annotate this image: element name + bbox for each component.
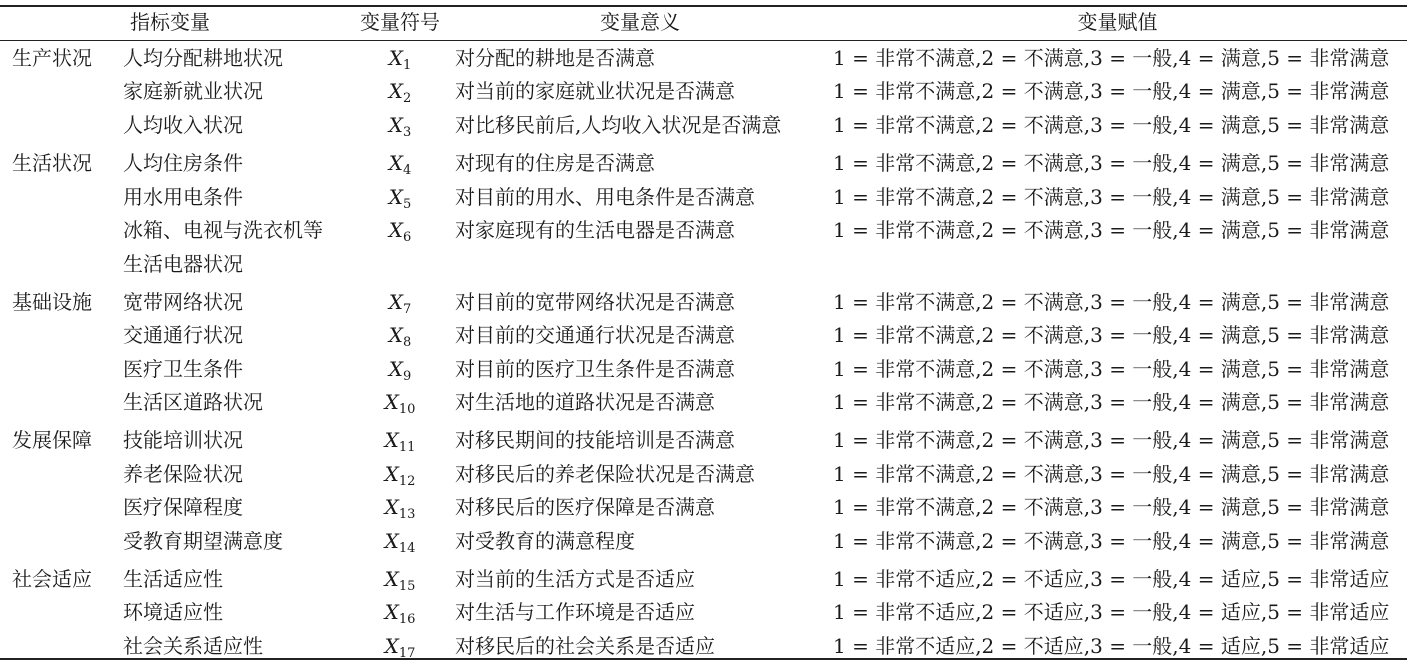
- table-row: [0, 74, 1407, 108]
- meaning-cell: 对家庭现有的生活电器是否满意: [455, 218, 735, 242]
- table-row: [0, 41, 1407, 75]
- symbol-subscript: 9: [402, 369, 412, 384]
- meaning-cell: 对移民期间的技能培训是否满意: [455, 428, 735, 452]
- meaning-cell: 对目前的医疗卫生条件是否满意: [455, 357, 735, 381]
- meaning-cell: 对目前的用水、用电条件是否满意: [455, 185, 755, 209]
- symbol-cell: [345, 385, 455, 427]
- symbol-subscript: 12: [398, 474, 416, 489]
- symbol-base: X: [384, 462, 399, 486]
- symbol-cell: [345, 213, 455, 255]
- symbol-base: X: [388, 357, 403, 381]
- symbol-subscript: 6: [402, 230, 412, 245]
- symbol-cell: [345, 524, 455, 566]
- value-cell: 1 = 非常不适应,2 = 不适应,3 = 一般,4 = 适应,5 = 非常适应: [833, 600, 1390, 624]
- value-cell: 1 = 非常不满意,2 = 不满意,3 = 一般,4 = 满意,5 = 非常满意: [833, 290, 1390, 314]
- meaning-cell: 对移民后的社会关系是否适应: [455, 634, 715, 658]
- value-cell: 1 = 非常不满意,2 = 不满意,3 = 一般,4 = 满意,5 = 非常满意: [833, 113, 1390, 137]
- value-cell: 1 = 非常不满意,2 = 不满意,3 = 一般,4 = 满意,5 = 非常满意: [833, 218, 1390, 242]
- symbol-subscript: 17: [398, 646, 416, 661]
- symbol-base: X: [388, 290, 403, 314]
- value-cell: 1 = 非常不满意,2 = 不满意,3 = 一般,4 = 满意,5 = 非常满意: [833, 462, 1390, 486]
- value-cell: 1 = 非常不适应,2 = 不适应,3 = 一般,4 = 适应,5 = 非常适应: [833, 567, 1390, 591]
- symbol-subscript: 1: [402, 58, 412, 73]
- symbol-cell: [345, 108, 455, 150]
- symbol-subscript: 3: [402, 125, 412, 140]
- table-row: [0, 318, 1407, 352]
- header-indicator: 指标变量: [130, 10, 210, 34]
- indicator-cell: 用水用电条件: [123, 185, 243, 209]
- indicator-cell: 冰箱、电视与洗衣机等: [123, 218, 323, 242]
- indicator-cell: 环境适应性: [123, 600, 223, 624]
- table-row: [0, 146, 1407, 180]
- meaning-cell: 对受教育的满意程度: [455, 529, 635, 553]
- value-cell: 1 = 非常不满意,2 = 不满意,3 = 一般,4 = 满意,5 = 非常满意: [833, 428, 1390, 452]
- group-label: 生活状况: [12, 151, 92, 175]
- group-label: 生产状况: [12, 46, 92, 70]
- indicator-cell-continued: 生活电器状况: [123, 252, 243, 276]
- symbol-base: X: [384, 634, 399, 658]
- meaning-cell: 对比移民前后,人均收入状况是否满意: [455, 113, 782, 137]
- meaning-cell: 对生活与工作环境是否适应: [455, 600, 695, 624]
- symbol-base: X: [388, 113, 403, 137]
- meaning-cell: 对当前的生活方式是否适应: [455, 567, 695, 591]
- meaning-cell: 对分配的耕地是否满意: [455, 46, 655, 70]
- value-cell: 1 = 非常不满意,2 = 不满意,3 = 一般,4 = 满意,5 = 非常满意: [833, 495, 1390, 519]
- value-cell: 1 = 非常不满意,2 = 不满意,3 = 一般,4 = 满意,5 = 非常满意: [833, 323, 1390, 347]
- table-row: [0, 285, 1407, 319]
- indicator-cell: 人均住房条件: [123, 151, 243, 175]
- header-meaning: 变量意义: [600, 10, 680, 34]
- symbol-base: X: [384, 567, 399, 591]
- table-row: [0, 108, 1407, 142]
- value-cell: 1 = 非常不满意,2 = 不满意,3 = 一般,4 = 满意,5 = 非常满意: [833, 46, 1390, 70]
- table-row: [0, 457, 1407, 491]
- symbol-base: X: [388, 151, 403, 175]
- header-value: 变量赋值: [1077, 10, 1158, 34]
- symbol-subscript: 10: [398, 402, 416, 417]
- symbol-base: X: [388, 323, 403, 347]
- table-row: [0, 423, 1407, 457]
- indicator-cell: 交通通行状况: [123, 323, 243, 347]
- symbol-subscript: 8: [402, 335, 412, 350]
- table-row: [0, 562, 1407, 596]
- indicator-cell: 人均收入状况: [123, 113, 243, 137]
- meaning-cell: 对目前的宽带网络状况是否满意: [455, 290, 735, 314]
- meaning-cell: 对移民后的医疗保障是否满意: [455, 495, 715, 519]
- meaning-cell: 对现有的住房是否满意: [455, 151, 655, 175]
- indicator-cell: 医疗保障程度: [123, 495, 243, 519]
- table-row: [0, 180, 1407, 214]
- symbol-base: X: [384, 390, 399, 414]
- group-label: 基础设施: [12, 290, 92, 314]
- group-label: 社会适应: [12, 567, 92, 591]
- table-row: [0, 524, 1407, 558]
- meaning-cell: 对移民后的养老保险状况是否满意: [455, 462, 755, 486]
- indicator-cell: 生活适应性: [123, 567, 223, 591]
- symbol-base: X: [388, 79, 403, 103]
- group-label: 发展保障: [12, 428, 92, 452]
- symbol-cell: [345, 629, 455, 671]
- indicator-cell: 家庭新就业状况: [123, 79, 263, 103]
- symbol-subscript: 2: [402, 91, 412, 106]
- symbol-base: X: [388, 218, 403, 242]
- indicator-cell: 医疗卫生条件: [123, 357, 243, 381]
- value-cell: 1 = 非常不适应,2 = 不适应,3 = 一般,4 = 适应,5 = 非常适应: [833, 634, 1390, 658]
- value-cell: 1 = 非常不满意,2 = 不满意,3 = 一般,4 = 满意,5 = 非常满意: [833, 79, 1390, 103]
- table-body: [0, 40, 1407, 661]
- symbol-base: X: [384, 600, 399, 624]
- symbol-base: X: [384, 529, 399, 553]
- table-row: [0, 490, 1407, 524]
- symbol-subscript: 7: [402, 302, 412, 317]
- indicator-cell: 养老保险状况: [123, 462, 243, 486]
- value-cell: 1 = 非常不满意,2 = 不满意,3 = 一般,4 = 满意,5 = 非常满意: [833, 529, 1390, 553]
- symbol-base: X: [388, 185, 403, 209]
- indicator-cell: 技能培训状况: [123, 428, 243, 452]
- symbol-subscript: 5: [402, 197, 412, 212]
- symbol-base: X: [384, 428, 399, 452]
- meaning-cell: 对目前的交通通行状况是否满意: [455, 323, 735, 347]
- symbol-subscript: 15: [398, 579, 416, 594]
- indicator-cell: 社会关系适应性: [123, 634, 263, 658]
- symbol-base: X: [388, 46, 403, 70]
- meaning-cell: 对当前的家庭就业状况是否满意: [455, 79, 735, 103]
- table-row: [0, 213, 1407, 276]
- table-row: [0, 352, 1407, 386]
- meaning-cell: 对生活地的道路状况是否满意: [455, 390, 715, 414]
- table-row: [0, 385, 1407, 419]
- symbol-subscript: 4: [402, 163, 412, 178]
- table-top-rule: [0, 5, 1407, 7]
- value-cell: 1 = 非常不满意,2 = 不满意,3 = 一般,4 = 满意,5 = 非常满意: [833, 390, 1390, 414]
- table-row: [0, 595, 1407, 629]
- value-cell: 1 = 非常不满意,2 = 不满意,3 = 一般,4 = 满意,5 = 非常满意: [833, 151, 1390, 175]
- indicator-cell: 人均分配耕地状况: [123, 46, 283, 70]
- symbol-base: X: [384, 495, 399, 519]
- symbol-subscript: 11: [398, 440, 416, 455]
- indicator-cell: 宽带网络状况: [123, 290, 243, 314]
- symbol-subscript: 14: [398, 541, 416, 556]
- indicator-cell: 受教育期望满意度: [123, 529, 283, 553]
- symbol-subscript: 16: [398, 612, 416, 627]
- symbol-subscript: 13: [398, 507, 416, 522]
- value-cell: 1 = 非常不满意,2 = 不满意,3 = 一般,4 = 满意,5 = 非常满意: [833, 357, 1390, 381]
- value-cell: 1 = 非常不满意,2 = 不满意,3 = 一般,4 = 满意,5 = 非常满意: [833, 185, 1390, 209]
- header-symbol: 变量符号: [360, 10, 440, 34]
- indicator-cell: 生活区道路状况: [123, 390, 263, 414]
